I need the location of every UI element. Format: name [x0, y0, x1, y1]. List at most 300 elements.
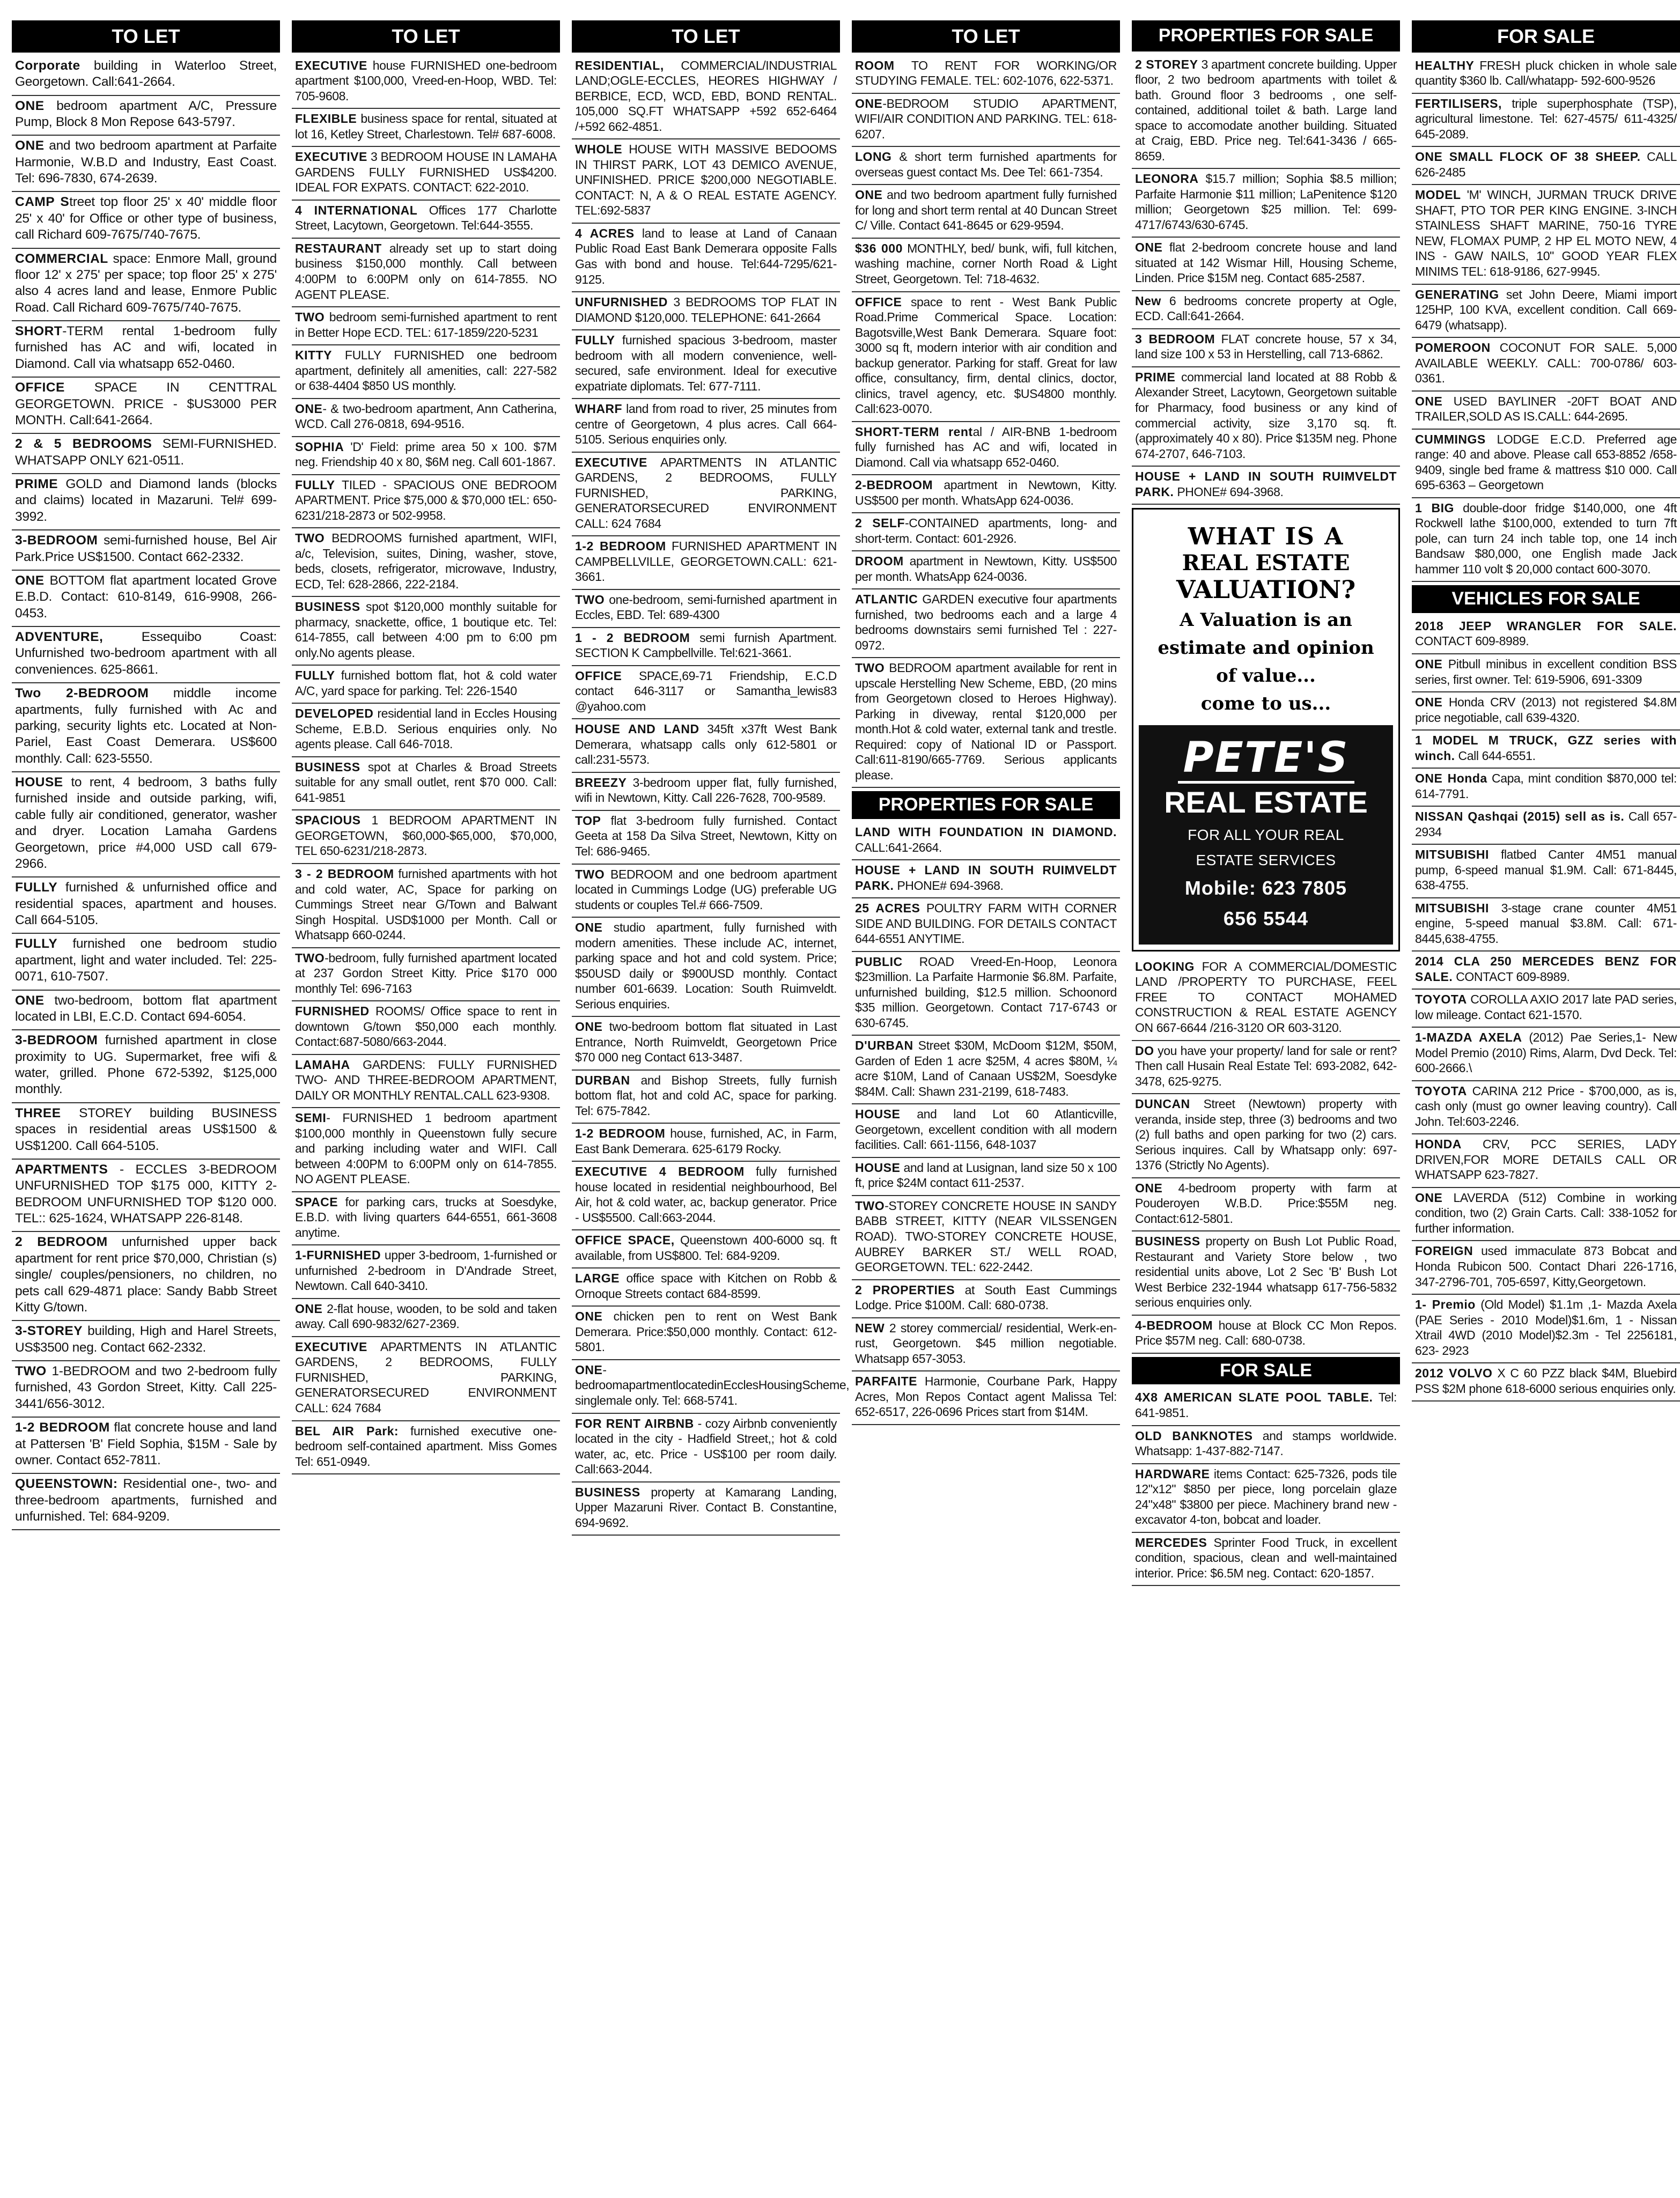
ad-lead: TOYOTA: [1415, 992, 1467, 1007]
ad-lead: EXECUTIVE: [295, 58, 367, 72]
classified-ad: [12, 136, 280, 192]
classified-ad: [292, 307, 560, 345]
ad-text: HOUSE WITH MASSIVE BEDOOMS IN THIRST PARK, LOT 43 DEMICO AVENUE, UNFINISHED. PRICE $200,000 NEGOTIABLE. CONTACT: N, A & O REAL ESTATE AGENCY. TEL:692-5837: [575, 142, 837, 218]
classified-ad: [292, 1192, 560, 1246]
classified-ad: [572, 1268, 840, 1307]
ad-text: building in Waterloo Street, Georgetown. Call:641-2664.: [15, 58, 277, 90]
classified-ad: [852, 1158, 1120, 1196]
classified-ad: [572, 330, 840, 399]
ad-lead: LOOKING: [1135, 959, 1195, 973]
ad-text: and two bedroom apartment at Parfaite Harmonie, W.B.D and Industry, East Coast. Tel: 696-7830, 674-2639.: [15, 138, 277, 186]
ad-text: flat concrete house and land at Pattersen 'B' Field Sophia, $15M - Sale by owner. Contact 652-7811.: [15, 1420, 277, 1467]
classified-ad: [852, 147, 1120, 185]
ad-text: to rent, 4 bedroom, 3 baths fully furnished inside and outside parking, wifi, cable fully air conditioned, generator, washer and dryer. Location Lamaha Gardens Georgetown, price #4,000 USD call 679-2966.: [15, 775, 277, 871]
ad-text: apartment in Newtown, Kitty. US$500 per month. WhatsApp 624-0036.: [855, 478, 1117, 507]
classified-ad: [572, 1414, 840, 1482]
classified-ad: [1412, 1241, 1680, 1295]
ad-text: one-bedroom, semi-furnished apartment in Eccles, EBD. Tel: 689-4300: [575, 592, 837, 622]
classified-ad: [12, 378, 280, 434]
classified-ad: [572, 590, 840, 628]
ad-lead: ONE: [575, 1020, 603, 1034]
ad-lead: 4 ACRES: [575, 226, 635, 240]
classified-ad: [852, 952, 1120, 1036]
ad-lead: 3-BEDROOM: [15, 533, 98, 548]
classified-ad: [852, 1196, 1120, 1280]
ad-text: used immaculate 873 Bobcat and Honda Rubicon 500. Contact Dhari 226-1716, 347-2796-701, 705-6597, Kitty,Georgetown.: [1415, 1244, 1677, 1289]
ad-text: flat 3-bedroom fully furnished. Contact Geeta at 158 Da Silva Street, Newtown, Kitty on Tel: 686-9465.: [575, 813, 837, 858]
ad-lead: ONE: [575, 1362, 603, 1377]
classified-ad: [572, 666, 840, 720]
ad-lead: TWO: [855, 1198, 885, 1213]
ad-lead: MERCEDES: [1135, 1535, 1207, 1550]
classified-ad: [852, 1371, 1120, 1425]
ad-lead: Two 2-BEDROOM: [15, 686, 149, 701]
classified-ad: [852, 822, 1120, 860]
classified-ad: [1132, 1231, 1400, 1316]
ad-lead: Corporate: [15, 58, 80, 73]
classified-ad: [1132, 957, 1400, 1041]
ad-text: CONTACT 609-8989.: [1453, 969, 1570, 984]
ad-lead: OLD BANKNOTES: [1135, 1428, 1253, 1443]
ad-lead: ONE: [575, 920, 603, 935]
brand-tagline: ESTATE SERVICES: [1196, 851, 1336, 868]
ad-text: CONTACT 609-8989.: [1415, 634, 1529, 648]
classified-ad: [1412, 1134, 1680, 1188]
classified-ad: [572, 628, 840, 666]
classified-ad: [1412, 807, 1680, 845]
ad-lead: MITSUBISHI: [1415, 901, 1489, 915]
classified-ad: [292, 56, 560, 109]
ad-lead: MODEL: [1415, 188, 1461, 202]
classified-ad: [1412, 1363, 1680, 1402]
ad-text: PHONE# 694-3968.: [894, 878, 1004, 893]
classified-ad: [12, 474, 280, 530]
classified-ad: [12, 683, 280, 772]
classified-ad: [1412, 1295, 1680, 1363]
ad-text: Tel: 641-9851.: [1135, 1390, 1397, 1420]
ad-text: -CONTAINED apartments, long- and short-term. Contact: 601-2926.: [855, 516, 1117, 545]
ad-text: LODGE E.C.D. Preferred age range: 40 and above. Please call 653-8852 /658-9409, single bed frame & mattress $10 000. Call 695-6363 – Georgetown: [1415, 432, 1677, 492]
classified-ad: [12, 1321, 280, 1361]
ad-text: LAVERDA (512) Combine in working condition, two (2) Grain Carts. Call: 338-1052 for further information.: [1415, 1190, 1677, 1235]
ad-text: - ECCLES 3-BEDROOM UNFURNISHED TOP $175 000, KITTY 2-BEDROOM UNFURNISHED TOP $120 000. TEL:: 625-1624, WHATSAPP 226-8148.: [15, 1162, 277, 1226]
ad-lead: OFFICE: [575, 668, 622, 683]
ad-lead: HONDA: [1415, 1137, 1462, 1152]
ad-lead: OFFICE: [855, 294, 902, 309]
section-header-vehicles-for-sale: VEHICLES FOR SALE: [1412, 585, 1680, 613]
ad-lead: ONE: [15, 98, 45, 113]
ad-lead: ONE: [1415, 1190, 1443, 1205]
classified-ad: [292, 239, 560, 307]
ad-text: Honda CRV (2013) not registered $4.8M price negotiable, call 639-4320.: [1415, 695, 1677, 725]
classified-ad: [572, 865, 840, 918]
ad-lead: 3 BEDROOM: [1135, 331, 1215, 346]
classified-ad: [852, 1104, 1120, 1158]
ad-lead: MITSUBISHI: [1415, 847, 1489, 862]
classified-ad: [1412, 1188, 1680, 1242]
classified-ad: [12, 772, 280, 877]
ad-text: space: Enmore Mall, ground floor 12' x 275' per space; top floor 25' x 275' also 4 acres land and lease, Enmore Public Road. Call Richard 609-7675/740-7675.: [15, 251, 277, 315]
classified-ad: [852, 589, 1120, 658]
ad-lead: 4X8 AMERICAN SLATE POOL TABLE.: [1135, 1390, 1373, 1405]
classified-ad: [572, 1071, 840, 1124]
ad-text: 3 BEDROOM HOUSE IN LAMAHA GARDENS FULLY FURNISHED US$4200. IDEAL FOR EXPATS. CONTACT: 622-2010.: [295, 150, 557, 195]
ad-lead: ONE: [1135, 240, 1163, 255]
ad-text: furnished & unfurnished office and residential spaces, apartment and houses. Call 664-5105.: [15, 880, 277, 928]
ad-text: GOLD and Diamond lands (blocks and claims) located in Mazaruni. Tel# 699-3992.: [15, 477, 277, 524]
ad-text: ROAD Vreed-En-Hoop, Leonora $23million. La Parfaite Harmonie $6.8M. Parfaite, unfurnished building, $12.5 million. Schoonord $35 million. Georgetown. Contact 717-6743 or 630-6745.: [855, 954, 1117, 1030]
ad-lead: HOUSE + LAND IN SOUTH RUIMVELDT PARK.: [1135, 469, 1397, 499]
column-header: FOR SALE: [1412, 20, 1680, 53]
ad-text: 3 BEDROOMS TOP FLAT IN DIAMOND $120,000. TELEPHONE: 641-2664: [575, 295, 837, 324]
ad-text: BEDROOM and one bedroom apartment located in Cummings Lodge (UG) preferable UG students or couples Tel.# 666-7509.: [575, 867, 837, 912]
ad-text: spot at Charles & Broad Streets suitable for any small outlet, rent $70 000. Call: 641-9851: [295, 759, 557, 805]
ad-text: furnished executive one-bedroom self-contained apartment. Miss Gomes Tel: 651-0949.: [295, 1423, 557, 1469]
column-to-let-2: [292, 20, 560, 2187]
classified-ad: [1132, 238, 1400, 291]
ad-lead: PARFAITE: [855, 1374, 918, 1389]
ad-lead: HARDWARE: [1135, 1466, 1210, 1481]
classified-ad: [852, 1036, 1120, 1104]
classified-ad: [1132, 1388, 1400, 1426]
ad-text: Harmonie, Courbane Park, Happy Acres, Mon Repos Contact agent Malissa Tel: 652-6517, 226-0696 Prices start from $14M.: [855, 1374, 1117, 1419]
ad-text: and stamps worldwide. Whatsapp: 1-437-882-7147.: [1135, 1428, 1397, 1458]
classified-ad: [572, 224, 840, 292]
ad-lead: ONE: [15, 138, 45, 153]
ad-text: & short term furnished apartments for overseas guest contact Ms. Dee Tel: 661-7354.: [855, 150, 1117, 179]
ad-text: and Bishop Streets, fully furnish bottom flat, hot and cold AC, space for parking. Tel: 675-7842.: [575, 1073, 837, 1118]
ad-lead: LONG: [855, 150, 892, 164]
classified-ad: [292, 1337, 560, 1421]
classified-ad: [852, 658, 1120, 788]
brand-tagline: FOR ALL YOUR REAL: [1188, 826, 1344, 843]
ad-text: Call 644-6551.: [1455, 748, 1536, 763]
classified-ad: [572, 1162, 840, 1230]
ad-lead: BREEZY: [575, 775, 627, 790]
ad-lead: THREE: [15, 1105, 61, 1120]
classified-ad: [12, 530, 280, 571]
ad-text: Offices 177 Charlotte Street, Lacytown, Georgetown. Tel:644-3555.: [295, 203, 557, 233]
classified-ad: [1412, 692, 1680, 731]
ad-lead: SEMI: [295, 1111, 327, 1125]
classified-ad: [572, 56, 840, 140]
ad-text: for parking cars, trucks at Soesdyke, E.B.D. with living quarters 644-6551, 661-3608 anytime.: [295, 1194, 557, 1240]
classified-ad: [572, 139, 840, 224]
ad-text: CRV, PCC SERIES, LADY DRIVEN,FOR MORE DETAILS CALL OR WHATSAPP 623-7827.: [1415, 1137, 1677, 1182]
ad-text: Call 657-2934: [1415, 809, 1677, 839]
ad-text: two-bedroom bottom flat situated in Last Entrance, North Ruimveldt, Georgetown Price $70 000 neg Contact 613-3487.: [575, 1020, 837, 1065]
ad-lead: DROOM: [855, 554, 904, 569]
ad-text: furnished apartments with hot and cold water, AC, Space for parking on Cummings Street near G/Town and Balwant Singh Hospital. USD$1000 per Month. Call or Whatsapp 660-0244.: [295, 867, 557, 942]
ad-lead: WHOLE: [575, 142, 623, 157]
classified-ad: [12, 934, 280, 990]
promo-brand-block: [1139, 725, 1393, 945]
brand-phone: 656 5544: [1223, 907, 1309, 930]
ad-lead: TWO: [575, 867, 605, 881]
classified-ad: [292, 864, 560, 948]
ad-text: -bedroomapartmentlocatedinEcclesHousingScheme, singlemale only. Tel: 668-5741.: [575, 1362, 850, 1407]
ad-text: FLAT concrete house, 57 x 34, land size 100 x 53 in Herstelling, call 713-6862.: [1135, 331, 1397, 362]
ad-lead: 2 & 5 BEDROOMS: [15, 437, 152, 452]
ad-lead: New: [1135, 293, 1161, 308]
ad-text: set John Deere, Miami import 125HP, 100 KVA, excellent condition. Call 669-6479 (whatsapp).: [1415, 287, 1677, 332]
column-header: TO LET: [12, 20, 280, 53]
classified-ad: [292, 528, 560, 597]
ad-lead: SOPHIA: [295, 439, 344, 454]
classified-ad: [12, 1030, 280, 1103]
classified-ad: [292, 666, 560, 704]
classified-ad: [1132, 1041, 1400, 1095]
classified-ad: [572, 536, 840, 590]
column-properties-for-sale: [1132, 20, 1400, 2187]
classified-ad: [1132, 1426, 1400, 1464]
ad-lead: UNFURNISHED: [575, 295, 668, 309]
ad-lead: FURNISHED: [295, 1004, 370, 1019]
ad-lead: ONE: [855, 96, 883, 110]
ad-lead: PRIME: [1135, 370, 1176, 384]
ad-text: BEDROOMS furnished apartment, WIFI, a/c, Television, suites, Dining, washer, stove, beds, closets, refrigerator, microwave, Industry, ECD, Tel: 628-2866, 222-2184.: [295, 531, 557, 591]
promo-line: WHAT IS A: [1188, 523, 1344, 551]
classified-ad: [12, 321, 280, 378]
ad-lead: COMMERCIAL: [15, 251, 108, 266]
ad-text: SPACE,69-71 Friendship, E.C.D contact 646-3117 or Samantha_lewis83 @yahoo.com: [575, 668, 837, 713]
ad-lead: HOUSE AND LAND: [575, 722, 699, 736]
classified-ad: [1412, 952, 1680, 990]
ad-text: Queenstown 400-6000 sq. ft available, from US$800. Tel: 684-9209.: [575, 1233, 837, 1263]
ad-lead: 3-BEDROOM: [15, 1033, 98, 1048]
ad-lead: ONE: [15, 993, 45, 1008]
classified-ad: [1412, 654, 1680, 692]
ad-lead: SPACE: [295, 1194, 338, 1209]
ad-lead: 1-MAZDA AXELA: [1415, 1030, 1522, 1045]
ad-lead: ONE: [575, 1309, 603, 1324]
ad-text: COCONUT FOR SALE. 5,000 AVAILABLE WEEKLY. CALL: 700-0786/ 603-0361.: [1415, 341, 1677, 386]
ad-text: double-door fridge $140,000, one 4ft Rockwell lathe $100,000, extended to turn 7ft pole, can turn 24 inch table top, one 14 inch Bandsaw $80,000, one English made Jack hammer 110 volt $ 20,000 contact 600-3070.: [1415, 500, 1677, 576]
ad-text: property on Bush Lot Public Road, Restaurant and Variety Store below , two residential units above, Lot 2 Sec 'B' Bush Lot West Berbice 232-1944 whatsapp 617-756-5832 serious enquiries only.: [1135, 1234, 1397, 1310]
ad-text: 3-stage crane counter 4M51 engine, 5-speed manual $3.8M. Call: 671-8445,638-4755.: [1415, 901, 1677, 946]
ad-lead: QUEENSTOWN:: [15, 1477, 118, 1492]
ad-text: business space for rental, situated at lot 16, Ketley Street, Charlestown. Tel# 687-6008.: [295, 112, 557, 141]
ad-lead: TOP: [575, 813, 601, 828]
classified-ad: [1132, 1094, 1400, 1178]
section-header-properties-for-sale: PROPERTIES FOR SALE: [852, 791, 1120, 819]
ad-text: -BEDROOM STUDIO APARTMENT, WIFI/AIR CONDITION AND PARKING. TEL: 618-6207.: [855, 96, 1117, 141]
classified-ad: [1132, 1178, 1400, 1232]
classified-ad: [1412, 845, 1680, 898]
classified-ad: [1412, 1028, 1680, 1081]
ad-lead: RESIDENTIAL,: [575, 58, 664, 72]
ad-lead: ONE: [1415, 695, 1443, 710]
classified-ad: [1412, 285, 1680, 338]
ad-text: FOR A COMMERCIAL/DOMESTIC LAND /PROPERTY TO PURCHASE, FEEL FREE TO CONTACT MOHAMED CONSTRUCTION & REAL ESTATE AGENCY ON 667-6644 /216-3120 OR 603-3120.: [1135, 959, 1397, 1035]
ad-lead: LEONORA: [1135, 172, 1199, 186]
ad-text: SPACE IN CENTTRAL GEORGETOWN. PRICE - $US3000 PER MONTH. Call:641-2664.: [15, 380, 277, 427]
ad-text: Residential one-, two- and three-bedroom apartments, furnished and unfurnished. Tel: 684-9209.: [15, 1477, 277, 1524]
classified-ad: [1412, 185, 1680, 284]
ad-lead: BUSINESS: [575, 1485, 640, 1499]
ad-lead: ONE: [295, 1301, 323, 1316]
ad-text: two-bedroom, bottom flat apartment located in LBI, E.C.D. Contact 694-6054.: [15, 993, 277, 1024]
ad-lead: ONE: [855, 188, 883, 202]
ad-text: Essequibo Coast: Unfurnished two-bedroom apartment with all conveniences. 625-8661.: [15, 630, 277, 677]
ad-lead: PRIME: [15, 477, 58, 492]
ad-lead: DURBAN: [575, 1073, 630, 1087]
ad-text: house, furnished, AC, in Farm, East Bank Demerara. 625-6179 Rocky.: [575, 1126, 837, 1156]
ad-text: 345ft x37ft West Bank Demerara, whatsapp calls only 612-5801 or call:231-5573.: [575, 722, 837, 767]
ad-lead: FOREIGN: [1415, 1244, 1473, 1258]
ad-lead: 2 STOREY: [1135, 57, 1198, 71]
ad-lead: TWO: [295, 950, 325, 965]
classified-ad: [292, 147, 560, 201]
classified-ad: [1412, 430, 1680, 498]
ad-text: 6 bedrooms concrete property at Ogle, ECD. Call:641-2664.: [1135, 293, 1397, 323]
classified-ad: [852, 1318, 1120, 1372]
classified-ad: [292, 810, 560, 864]
classified-ad: [12, 1232, 280, 1321]
classified-ad: [292, 345, 560, 399]
ad-text: COMMERCIAL/INDUSTRIAL LAND;OGLE-ECCLES, HEORES HIGHWAY / BERBICE, ECD, WCD, EBD, BOND RENTAL. 105,000 SQ.FT WHATSAPP +592 652-6464 /+592 662-4851.: [575, 58, 837, 134]
ad-lead: HOUSE: [855, 1160, 901, 1175]
classified-ad: [1132, 55, 1400, 169]
ad-lead: 2014 CLA 250 MERCEDES BENZ FOR SALE.: [1415, 954, 1677, 984]
ad-lead: $36 000: [855, 241, 903, 255]
ad-text: land from road to river, 25 minutes from centre of Georgetown, 4 plus acres. Call 664-5105. Serious enquiries only.: [575, 402, 837, 447]
ad-text: -TERM rental 1-bedroom fully furnished has AC and wifi, located in Diamond. Call via whatsapp 652-0460.: [15, 324, 277, 371]
classified-ad: [852, 513, 1120, 551]
ad-text: furnished bottom flat, hot & cold water A/C, yard space for parking. Tel: 226-1540: [295, 668, 557, 698]
ad-lead: BUSINESS: [295, 600, 360, 614]
ad-text: 3-bedroom upper flat, fully furnished, wifi in Newtown, Kitty. Call 226-7628, 700-9589.: [575, 775, 837, 805]
classified-ad: [292, 1299, 560, 1337]
promo-body: of value...: [1216, 665, 1316, 687]
ad-lead: 2018 JEEP WRANGLER FOR SALE.: [1415, 618, 1677, 633]
ad-text: semi furnish Apartment. SECTION K Campbellville. Tel:621-3661.: [575, 630, 837, 660]
ad-text: CARINA 212 Price - $700,000, as is, cash only (must go owner leaving country). Call John. Tel:603-2246.: [1415, 1083, 1677, 1128]
ad-lead: ATLANTIC: [855, 592, 918, 607]
classified-ad: [572, 1482, 840, 1536]
classified-ad: [852, 551, 1120, 589]
classified-ad: [292, 1108, 560, 1192]
classified-ad: [1412, 498, 1680, 582]
classified-ad: [572, 719, 840, 773]
classified-ad: [1412, 990, 1680, 1028]
ad-lead: 3 - 2 BEDROOM: [295, 867, 394, 881]
ad-lead: POMEROON: [1415, 341, 1491, 355]
ad-text: USED BAYLINER -20FT BOAT AND TRAILER,SOLD AS IS.CALL: 644-2695.: [1415, 394, 1677, 424]
ad-lead: FULLY: [295, 477, 335, 492]
ad-lead: 1 BIG: [1415, 500, 1454, 515]
ad-lead: DEVELOPED: [295, 706, 374, 721]
ad-lead: GENERATING: [1415, 287, 1499, 301]
ad-lead: 1-2 BEDROOM: [15, 1420, 110, 1435]
ad-text: already set up to start doing business $150,000 monthly. Call between 4:00PM to 6:00PM only on 614-7855. NO AGENT PLEASE.: [295, 241, 557, 301]
ad-text: 4-bedroom property with farm at Pouderoyen W.B.D. Price:$55M neg. Contact:612-5801.: [1135, 1181, 1397, 1226]
ad-text: FURNISHED APARTMENT IN CAMPBELLVILLE, GEORGETOWN.CALL: 621-3661.: [575, 539, 837, 584]
ad-lead: FLEXIBLE: [295, 112, 357, 126]
ad-text: -bedroom, fully furnished apartment located at 237 Gordon Street Kitty. Price $170 000 monthly Tel: 696-7163: [295, 950, 557, 995]
promo-line: VALUATION?: [1176, 574, 1356, 604]
classified-ad: [852, 1280, 1120, 1318]
ad-text: triple superphosphate (TSP), agricultural limestone. Tel: 627-4575/ 611-4325/ 645-2089.: [1415, 96, 1677, 141]
ad-lead: WHARF: [575, 402, 623, 416]
ad-lead: FULLY: [295, 668, 335, 683]
classified-ad: [852, 56, 1120, 94]
classified-ad: [292, 201, 560, 239]
ad-text: Street $30M, McDoom $12M, $50M, Garden of Eden 1 acre $25M, 4 acres $80M, ¼ acre $10M, Land of Canaan US$2M, Soesdyke $84M. Call: Shawn 231-2199, 618-7483.: [855, 1038, 1117, 1098]
ad-text: BEDROOM apartment available for rent in upscale Herstelling New Scheme, EBD, (20 mins from Georgetown closed to Heroes Highway). Parking in diveway, rental $120,000 per month.Hot & cold water, external tank and trestle. Required: copy of National ID or Passport. Call:611-8190/665-7769. Serious applicants please.: [855, 661, 1117, 782]
classified-ad: [12, 991, 280, 1031]
ad-lead: 2 SELF: [855, 516, 905, 530]
classified-ad: [1412, 898, 1680, 952]
classified-ad: [12, 192, 280, 248]
classified-ad: [1412, 56, 1680, 94]
ad-text: flatbed Canter 4M51 manual pump, 6-speed manual $1.9M. Call: 671-8445, 638-4755.: [1415, 847, 1677, 893]
ad-text: X C 60 PZZ black $4M, Bluebird PSS $2M phone 618-6000 serious enquiries only.: [1415, 1366, 1677, 1396]
ad-lead: ONE: [1415, 657, 1443, 671]
ad-text: bedroom semi-furnished apartment to rent in Better Hope ECD. TEL: 617-1859/220-5231: [295, 310, 557, 340]
section-header-for-sale: FOR SALE: [1132, 1357, 1400, 1385]
ad-lead: EXECUTIVE: [575, 455, 647, 469]
classified-ad: [12, 434, 280, 474]
ad-text: apartment in Newtown, Kitty. US$500 per month. WhatsApp 624-0036.: [855, 554, 1117, 584]
ad-lead: HEALTHY: [1415, 58, 1475, 72]
ad-lead: ONE: [1415, 394, 1443, 408]
ad-text: middle income apartments, fully furnished with Ac and parking, security lights etc. Located at Non-Pariel, East Coast Demerara. US$600 monthly. Call: 623-5550.: [15, 686, 277, 766]
ad-lead: ONE: [295, 401, 323, 416]
ad-text: upper 3-bedroom, 1-furnished or unfurnished 2-bedroom in D'Andrade Street, Newtown. Call 640-3410.: [295, 1248, 557, 1293]
classified-ad: [852, 185, 1120, 239]
ad-text: and land at Lusignan, land size 50 x 100 ft, price $24M contact 611-2537.: [855, 1160, 1117, 1190]
ad-lead: BUSINESS: [1135, 1234, 1200, 1249]
ad-lead: 1-FURNISHED: [295, 1248, 381, 1263]
ad-lead: 4-BEDROOM: [1135, 1318, 1213, 1332]
ad-text: land to lease at Land of Canaan Public Road East Bank Demerara opposite Falls Gas with bond and house. Tel:644-7295/621-9125.: [575, 226, 837, 286]
classified-ad: [292, 597, 560, 666]
classified-ad: [292, 757, 560, 811]
ad-text: POULTRY FARM WITH CORNER SIDE AND BUILDING. FOR DETAILS CONTACT 644-6551 ANYTIME.: [855, 901, 1117, 946]
ad-lead: 1 MODEL M TRUCK, GZZ series with winch.: [1415, 733, 1677, 763]
column-header: PROPERTIES FOR SALE: [1132, 20, 1400, 51]
ad-text: studio apartment, fully furnished with modern amenities. These include AC, internet, parking space and hot and cold system. Price; $50USD daily or $900USD monthly. Contact number 601-6639. Location: South Ruimveldt. Serious enquiries.: [575, 920, 837, 1011]
classified-ad: [852, 475, 1120, 513]
classified-ad: [1132, 1464, 1400, 1533]
ad-lead: APARTMENTS: [15, 1162, 108, 1177]
classified-ad: [1412, 338, 1680, 392]
ad-text: and two bedroom apartment fully furnished for long and short term rental at 40 Duncan Street C/ Ville. Contact 641-8645 or 629-9594.: [855, 188, 1117, 233]
promo-headline: [1139, 515, 1393, 721]
ad-text: 1 BEDROOM APARTMENT IN GEORGETOWN, $60,000-$65,000, $70,000, TEL 650-6231/218-2873.: [295, 813, 557, 858]
ad-lead: ADVENTURE,: [15, 630, 104, 645]
classified-ad: [292, 475, 560, 529]
ad-lead: OFFICE SPACE,: [575, 1233, 675, 1248]
ad-text: bedroom apartment A/C, Pressure Pump, Block 8 Mon Repose 643-5797.: [15, 98, 277, 129]
ad-lead: SHORT-TERM rent: [855, 424, 973, 439]
ad-lead: NISSAN Qashqai (2015) sell as is.: [1415, 809, 1625, 824]
ad-lead: 4 INTERNATIONAL: [295, 203, 418, 217]
ad-lead: 1- Premio: [1415, 1297, 1476, 1312]
ad-lead: BEL AIR Park:: [295, 1423, 399, 1438]
ad-lead: ONE SMALL FLOCK OF 38 SHEEP.: [1415, 150, 1641, 164]
ad-lead: TWO: [295, 531, 325, 545]
ad-lead: ONE: [15, 573, 45, 588]
ad-text: ROOMS/ Office space to rent in downtown G/town $50,000 each monthly. Contact:687-5080/663-2044.: [295, 1004, 557, 1049]
ad-lead: HOUSE + LAND IN SOUTH RUIMVELDT PARK.: [855, 863, 1117, 893]
classified-ad: [1132, 467, 1400, 505]
classified-ad: [572, 918, 840, 1017]
ad-lead: NEW: [855, 1321, 885, 1335]
ad-text: space to rent - West Bank Public Road.Prime Commerical Space. Location: Bagotsville,West Bank Demerara. Square foot: 3000 sq ft, modern interior with air condition and backup generator. Parking for staff. Great for law office, consultancy, firm, dental clinics, doctor, clinics, travel agency, etc. $US4800 monthly. Call:623-0070.: [855, 294, 1117, 416]
ad-lead: ROOM: [855, 58, 895, 72]
